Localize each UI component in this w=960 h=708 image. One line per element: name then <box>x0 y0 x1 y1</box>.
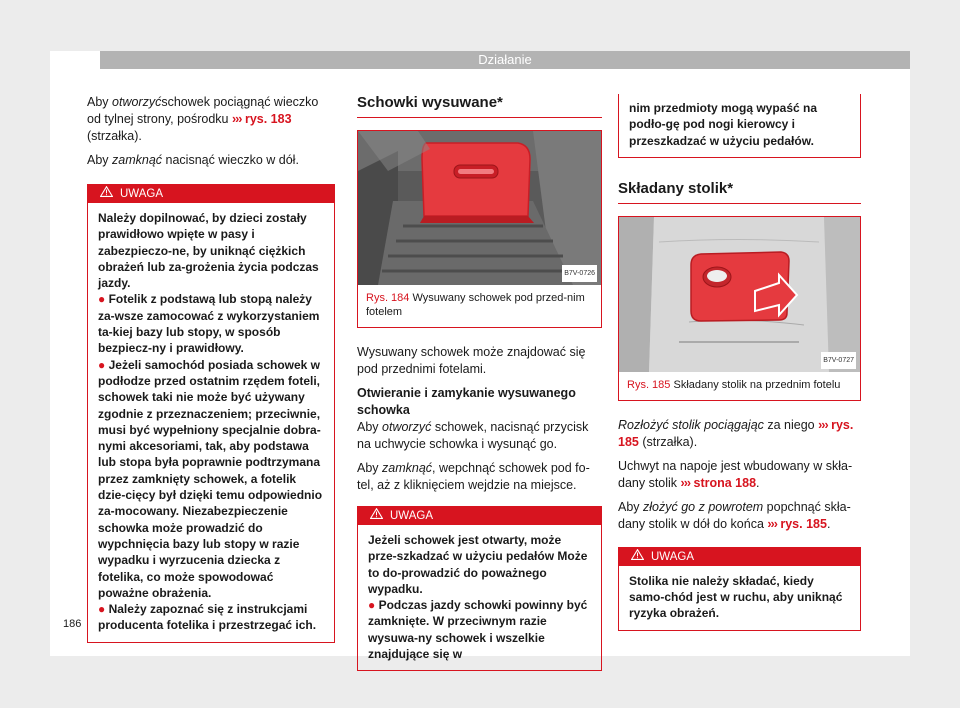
warning-triangle-icon <box>100 185 114 203</box>
warning-intro: Jeżeli schowek jest otwarty, może prze-szkadzać w użyciu pedałów Może to do-prowadzić do poważnego wypadku. <box>368 533 588 596</box>
figure-caption: Rys. 185 Składany stolik na przednim fotelu <box>627 378 841 391</box>
warning-box-continued <box>618 94 861 158</box>
warning-label: UWAGA <box>651 550 695 563</box>
table-illustration <box>619 217 860 372</box>
warning-header <box>358 507 601 525</box>
cross-ref-arrows: ››› <box>767 516 777 531</box>
warning-body <box>88 203 334 642</box>
warning-body: nim przedmioty mogą wypaść na podło-gę pod nogi kierowcy i przeszkadzać w użyciu pedałów. <box>629 101 818 148</box>
page-link[interactable]: strona 188 <box>690 475 757 490</box>
column-3 <box>618 94 861 631</box>
figure-code: B7V-0726 <box>562 265 597 282</box>
warning-triangle-icon <box>370 507 384 525</box>
page-number: 186 <box>63 618 82 630</box>
warning-intro: Należy dopilnować, by dzieci zostały prawidłowo wpięte w pasy i zabezpieczo-ne, by uniknąć ciężkich obrażeń lub za-grożenia życia podczas jazdy. <box>98 211 319 291</box>
section-title-table: Składany stolik* <box>618 180 861 204</box>
subheading: Otwieranie i zamykanie wysuwanego schowka <box>357 386 576 417</box>
warning-bullet: ● Podczas jazdy schowki powinny być zamknięte. W przeciwnym razie wysuwa-ny schowek i wszelkie znajdujące się w <box>368 598 588 662</box>
cross-ref-arrows: ››› <box>231 112 242 126</box>
warning-header <box>619 548 860 566</box>
drawer-image <box>358 131 601 285</box>
paragraph-close: Aby zamknąć, wepchnąć schowek pod fo-tel, aż z kliknięciem wejdzie na miejsce. <box>357 461 590 492</box>
cross-ref-arrows: ››› <box>680 475 691 490</box>
warning-label: UWAGA <box>120 188 164 200</box>
paragraph-open: Aby otworzyćschowek pociągnąć wieczko od tylnej strony, pośrodku ››› rys. 183 (strzałka). <box>87 95 319 143</box>
paragraph-holder: Uchwyt na napoje jest wbudowany w skła-dany stolik ››› strona 188. <box>618 458 853 490</box>
figure-184 <box>357 130 602 328</box>
warning-header <box>88 185 334 203</box>
warning-body <box>358 525 601 670</box>
table-image <box>619 217 860 372</box>
warning-label: UWAGA <box>390 510 434 522</box>
warning-bullet: ● Fotelik z podstawą lub stopą należy za-wsze zamocować z wykorzystaniem ta-kiej bazy lub stopy, w sposób bezpiecz-ny i prawidłowy. <box>98 292 320 356</box>
figure-link[interactable]: rys. 183 <box>241 112 292 126</box>
drawer-illustration <box>358 131 601 285</box>
paragraph-close: Aby złożyć go z powrotem popchnąć skła-dany stolik w dół do końca ››› rys. 185. <box>618 499 851 531</box>
warning-body: Stolika nie należy składać, kiedy samo-chód jest w ruchu, aby uniknąć ryzyka obrażeń. <box>629 573 843 621</box>
paragraph-close: Aby zamknąć nacisnąć wieczko w dół. <box>87 153 299 167</box>
figure-link[interactable]: rys. 185 <box>618 417 854 449</box>
manual-page <box>50 51 910 662</box>
cross-ref-arrows: ››› <box>818 417 828 432</box>
column-1 <box>87 94 335 643</box>
paragraph-open: Aby otworzyć schowek, nacisnąć przycisk na uchwycie schowka i wysunąć go. <box>357 420 589 451</box>
page-header: Działanie <box>100 51 910 69</box>
warning-triangle-icon <box>631 548 645 566</box>
section-title-drawers: Schowki wysuwane* <box>357 94 602 118</box>
paragraph-intro: Wysuwany schowek może znajdować się pod przednimi fotelami. <box>357 345 586 376</box>
warning-box <box>87 184 335 643</box>
figure-code: B7V-0727 <box>821 352 856 369</box>
figure-185 <box>618 216 861 401</box>
warning-box <box>357 506 602 671</box>
warning-bullet: ● Należy zapoznać się z instrukcjami producenta fotelika i przestrzegać ich. <box>98 602 317 633</box>
warning-box <box>618 547 861 631</box>
warning-bullet: ● Jeżeli samochód posiada schowek w podłodze przed ostatnim rzędem foteli, schowek taki nie może być używany zgodnie z przeznaczeniem; przeciwnie, musi być wypełniony specjalnie dobra-nymi akcesoriami, tak, aby podstawa lub stopa była poprawnie podtrzymana przez zamknięty schowek, a fotelik dzie-cięcy był dzięki temu odpowiednio za-mocowany. Niezabezpieczenie schowka może prowadzić do wypchnięcia bazy lub stopy w razie wypadku i wyrzucenia dziecka z fotelika, co może spowodować poważne obrażenia. <box>98 357 323 600</box>
column-2 <box>357 94 602 671</box>
figure-link[interactable]: rys. 185 <box>776 516 827 531</box>
paragraph-open: Rozłożyć stolik pociągając za niego ››› rys. 185 (strzałka). <box>618 417 854 449</box>
figure-caption: Rys. 184 Wysuwany schowek pod przed-nim fotelem <box>366 292 585 318</box>
